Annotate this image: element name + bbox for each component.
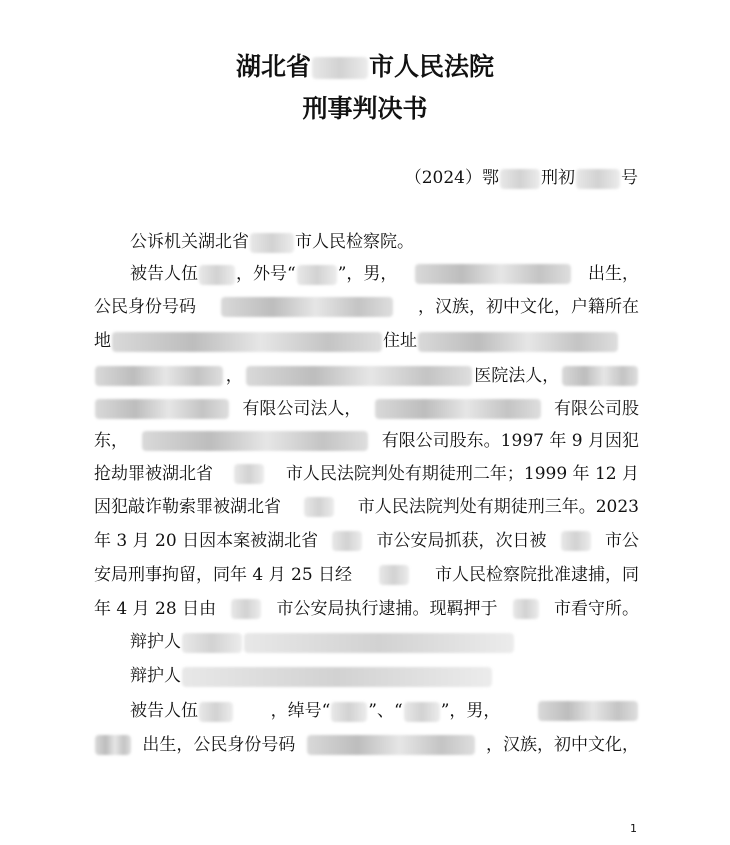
defendant-1-address-line <box>94 326 639 356</box>
text: 住址 <box>383 331 417 351</box>
court-name <box>0 52 730 82</box>
redacted-region <box>415 264 571 284</box>
defendant-2-line <box>130 696 639 726</box>
text: 抢劫罪被湖北省 <box>94 464 213 484</box>
text: 出生， <box>588 264 639 284</box>
redacted-region <box>199 702 233 722</box>
text: 因犯敲诈勒索罪被湖北省 <box>94 497 281 517</box>
text: 有限公司法人， <box>242 399 362 419</box>
case-number-prefix: （2024）鄂 <box>404 168 499 188</box>
court-name-suffix: 市人民法院 <box>369 52 495 81</box>
redacted-region <box>418 332 618 352</box>
text: 市人民检察院批准逮捕，同 <box>435 565 639 585</box>
text: ， <box>225 366 243 386</box>
text: 市人民法院判处有期徒刑三年。2023 <box>357 497 639 517</box>
redacted-region <box>331 702 367 722</box>
defendant-1-shareholder-line <box>94 426 639 456</box>
court-name-prefix: 湖北省 <box>235 52 311 81</box>
redacted-region <box>95 366 223 386</box>
defendant-2-id-line <box>94 730 639 760</box>
redacted-region <box>112 332 382 352</box>
redacted-region <box>182 633 242 653</box>
redacted-region <box>95 735 131 755</box>
custody-line <box>94 594 639 624</box>
redacted-region <box>142 431 368 451</box>
text: 市公安局抓获，次日被 <box>376 531 547 551</box>
redacted-region <box>312 57 368 79</box>
redacted-region <box>538 701 638 721</box>
text: 市人民法院判处有期徒刑二年；1999 年 12 月 <box>285 464 639 484</box>
defendant-1-line <box>130 259 639 289</box>
text: ，外号“ <box>236 264 296 284</box>
redacted-region <box>332 531 362 551</box>
redacted-region <box>304 497 334 517</box>
redacted-region <box>297 265 337 285</box>
text: 公诉机关湖北省 <box>130 232 249 252</box>
text: 有限公司股东。1997 年 9 月因犯 <box>381 431 639 451</box>
text: 被告人伍 <box>130 264 198 284</box>
redacted-region <box>95 399 229 419</box>
defense-counsel-2-line <box>130 661 639 691</box>
text: ”，男， <box>337 264 398 284</box>
text: 辩护人 <box>130 632 181 652</box>
redacted-region <box>375 399 541 419</box>
redacted-region <box>244 633 514 653</box>
defense-counsel-1-line <box>130 627 639 657</box>
case-number-suffix: 号 <box>621 168 638 188</box>
redacted-region <box>513 599 539 619</box>
text: 有限公司股 <box>553 399 639 419</box>
redacted-region <box>221 297 393 317</box>
text: 医院法人， <box>474 366 560 386</box>
text: ”、“ <box>368 701 403 721</box>
text: ”，男， <box>440 701 501 721</box>
case-number-mid: 刑初 <box>541 168 575 188</box>
text: 年 3 月 20 日因本案被湖北省 <box>94 531 319 551</box>
defendant-1-company-line <box>94 394 639 424</box>
prosecutor-line <box>130 227 639 257</box>
detention-line <box>94 560 639 590</box>
redacted-region <box>182 667 492 687</box>
redacted-region <box>234 464 264 484</box>
text: 地 <box>94 331 111 351</box>
arrest-line <box>94 526 639 556</box>
redacted-region <box>500 169 540 189</box>
redacted-region <box>250 233 294 253</box>
text: 市人民检察院。 <box>295 232 414 252</box>
text: ，汉族，初中文化，户籍所在 <box>418 297 639 317</box>
text: 公民身份号码 <box>94 297 196 317</box>
text: 安局刑事拘留，同年 4 月 25 日经 <box>94 565 353 585</box>
case-number <box>405 163 638 193</box>
text: 出生，公民身份号码 <box>142 735 296 755</box>
text: 被告人伍 <box>130 701 198 721</box>
redacted-region <box>246 366 472 386</box>
text: 辩护人 <box>130 666 181 686</box>
redacted-region <box>562 366 638 386</box>
page-number: 1 <box>630 822 637 835</box>
text: 市公安局执行逮捕。现羁押于 <box>276 599 498 619</box>
text: ，汉族，初中文化， <box>485 735 639 755</box>
prior-conviction-2-line <box>94 492 639 522</box>
redacted-region <box>231 599 261 619</box>
text: 市看守所。 <box>553 599 639 619</box>
text: ，绰号“ <box>270 701 331 721</box>
document-type: 刑事判决书 <box>302 94 428 123</box>
redacted-region <box>199 265 235 285</box>
text: 年 4 月 28 日由 <box>94 599 217 619</box>
defendant-1-id-line <box>94 292 639 322</box>
redacted-region <box>379 565 409 585</box>
prior-conviction-1-line <box>94 459 639 489</box>
redacted-region <box>576 169 620 189</box>
text: 市公 <box>604 531 639 551</box>
defendant-1-roles-line <box>94 361 639 391</box>
redacted-region <box>404 702 440 722</box>
text: 东， <box>94 431 128 451</box>
redacted-region <box>561 531 591 551</box>
redacted-region <box>307 735 475 755</box>
